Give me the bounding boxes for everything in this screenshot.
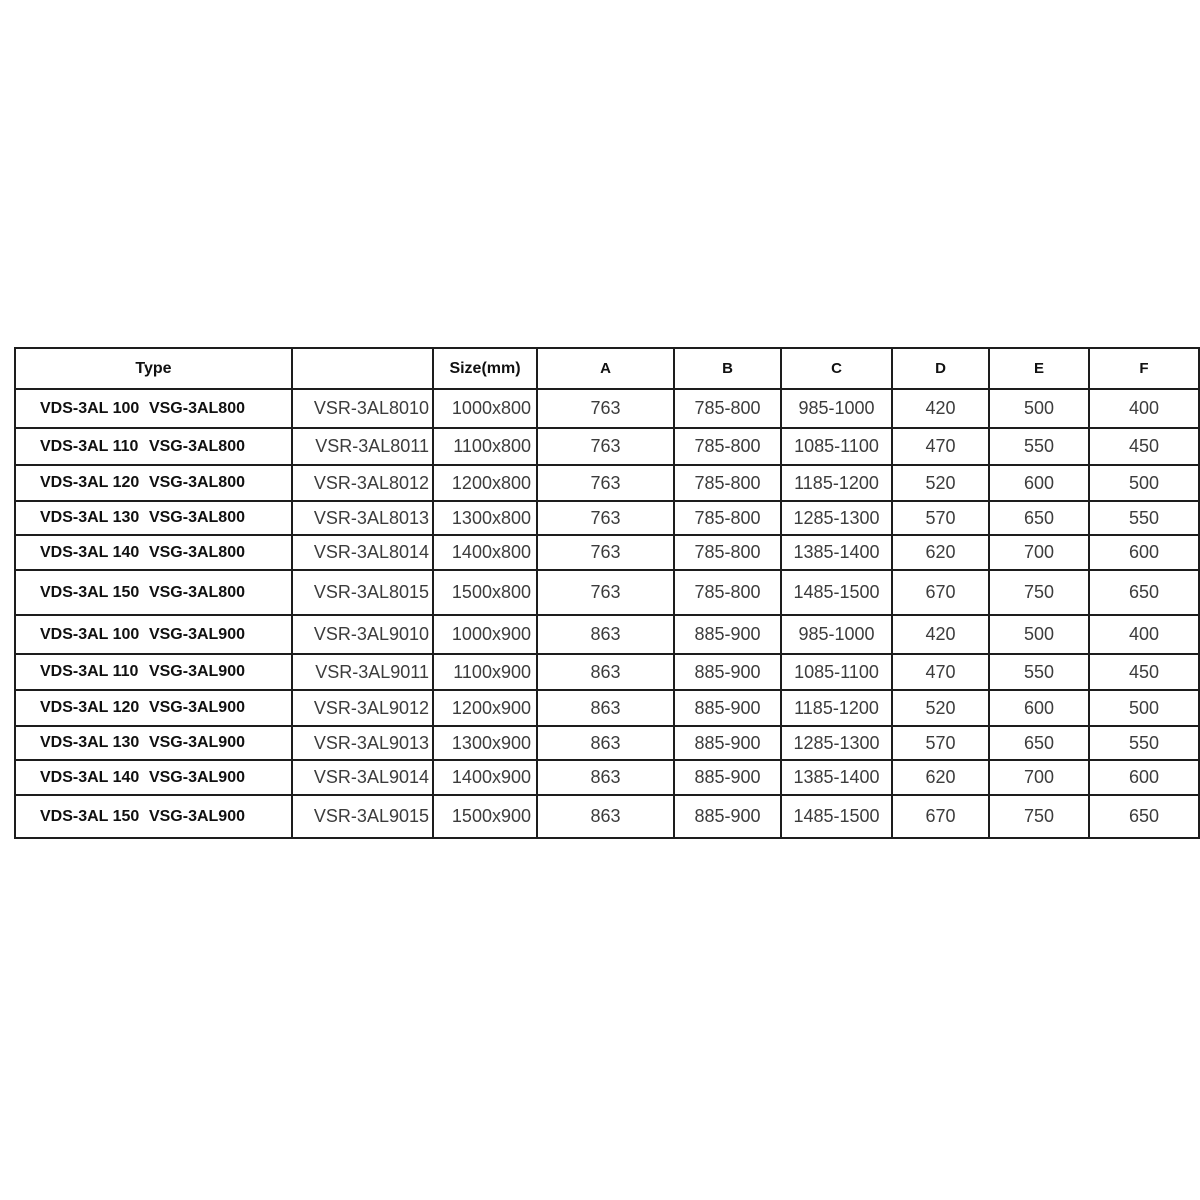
vsg-code: VSG-3AL900 (148, 625, 245, 643)
vsg-code: VSG-3AL900 (148, 699, 245, 716)
dim-d-cell: 470 (892, 428, 989, 465)
model-code-cell: VSR-3AL9011 (292, 654, 433, 690)
header-cell-a: A (537, 348, 674, 389)
type-cell (15, 428, 292, 465)
dim-b-cell: 785-800 (674, 465, 781, 501)
vsg-code: VSG-3AL800 (148, 509, 245, 526)
dim-a-cell: 863 (537, 726, 674, 760)
dim-b-cell: 885-900 (674, 795, 781, 838)
dim-e-cell: 650 (989, 501, 1089, 535)
dim-a-cell: 763 (537, 501, 674, 535)
dim-e-cell: 650 (989, 726, 1089, 760)
table-row (15, 465, 1199, 501)
vsg-code: VSG-3AL900 (148, 734, 245, 751)
dim-f-cell: 500 (1089, 465, 1199, 501)
dim-c-cell: 1485-1500 (781, 570, 892, 615)
dim-c-cell: 1285-1300 (781, 726, 892, 760)
size-cell: 1400x800 (433, 535, 537, 570)
type-cell (15, 535, 292, 570)
dim-f-cell: 600 (1089, 760, 1199, 795)
vds-code: VDS-3AL 110 (40, 437, 139, 455)
model-code-cell: VSR-3AL8014 (292, 535, 433, 570)
dim-f-cell: 550 (1089, 726, 1199, 760)
dim-a-cell: 763 (537, 465, 674, 501)
table-row (15, 570, 1199, 615)
type-cell (15, 726, 292, 760)
type-cell (15, 795, 292, 838)
dim-a-cell: 863 (537, 654, 674, 690)
header-cell-model (292, 348, 433, 389)
dim-c-cell: 1385-1400 (781, 535, 892, 570)
dim-e-cell: 550 (989, 428, 1089, 465)
header-cell-c: C (781, 348, 892, 389)
size-cell: 1100x900 (433, 654, 537, 690)
dim-a-cell: 863 (537, 690, 674, 726)
model-code-cell: VSR-3AL8010 (292, 389, 433, 428)
type-codes (16, 400, 291, 418)
dim-d-cell: 570 (892, 726, 989, 760)
dim-d-cell: 420 (892, 615, 989, 654)
dim-e-cell: 600 (989, 690, 1089, 726)
size-cell: 1400x900 (433, 760, 537, 795)
dim-b-cell: 885-900 (674, 654, 781, 690)
dim-e-cell: 750 (989, 570, 1089, 615)
dim-b-cell: 785-800 (674, 389, 781, 428)
dim-d-cell: 570 (892, 501, 989, 535)
table-row (15, 615, 1199, 654)
dim-b-cell: 885-900 (674, 690, 781, 726)
vds-code: VDS-3AL 140 (40, 543, 140, 561)
vsg-code: VSG-3AL800 (148, 583, 245, 601)
vds-code: VDS-3AL 110 (40, 663, 139, 680)
dim-b-cell: 785-800 (674, 535, 781, 570)
table-row (15, 428, 1199, 465)
vds-code: VDS-3AL 130 (40, 509, 140, 526)
vds-code: VDS-3AL 120 (40, 699, 140, 716)
vds-code: VDS-3AL 100 (40, 399, 140, 417)
dim-e-cell: 600 (989, 465, 1089, 501)
header-row (15, 348, 1199, 389)
type-cell (15, 570, 292, 615)
type-cell (15, 389, 292, 428)
type-codes (16, 808, 291, 826)
type-cell (15, 690, 292, 726)
dim-f-cell: 400 (1089, 615, 1199, 654)
dim-a-cell: 763 (537, 389, 674, 428)
type-cell (15, 615, 292, 654)
vsg-code: VSG-3AL900 (148, 807, 245, 825)
size-cell: 1500x900 (433, 795, 537, 838)
dim-e-cell: 700 (989, 535, 1089, 570)
model-code-cell: VSR-3AL8012 (292, 465, 433, 501)
type-codes (16, 734, 291, 752)
dim-e-cell: 500 (989, 389, 1089, 428)
dim-c-cell: 1385-1400 (781, 760, 892, 795)
size-cell: 1100x800 (433, 428, 537, 465)
vsg-code: VSG-3AL900 (148, 768, 245, 786)
table-row (15, 795, 1199, 838)
dim-c-cell: 1085-1100 (781, 428, 892, 465)
type-codes (16, 509, 291, 527)
dim-c-cell: 1285-1300 (781, 501, 892, 535)
dim-b-cell: 885-900 (674, 726, 781, 760)
dim-a-cell: 763 (537, 428, 674, 465)
dim-f-cell: 650 (1089, 795, 1199, 838)
spec-table (14, 347, 1200, 839)
model-code-cell: VSR-3AL9014 (292, 760, 433, 795)
type-cell (15, 465, 292, 501)
header-cell-type: Type (15, 348, 292, 389)
dim-d-cell: 670 (892, 795, 989, 838)
vds-code: VDS-3AL 120 (40, 474, 140, 491)
size-cell: 1300x800 (433, 501, 537, 535)
size-cell: 1200x900 (433, 690, 537, 726)
model-code-cell: VSR-3AL9012 (292, 690, 433, 726)
vds-code: VDS-3AL 140 (40, 768, 140, 786)
dim-c-cell: 1185-1200 (781, 690, 892, 726)
model-code-cell: VSR-3AL8013 (292, 501, 433, 535)
dim-b-cell: 785-800 (674, 428, 781, 465)
dim-b-cell: 885-900 (674, 615, 781, 654)
dim-f-cell: 450 (1089, 654, 1199, 690)
table-row (15, 654, 1199, 690)
vsg-code: VSG-3AL800 (148, 474, 245, 491)
vds-code: VDS-3AL 150 (40, 583, 140, 601)
vds-code: VDS-3AL 150 (40, 807, 140, 825)
dim-d-cell: 670 (892, 570, 989, 615)
vsg-code: VSG-3AL800 (148, 399, 245, 417)
table-row (15, 726, 1199, 760)
type-cell (15, 501, 292, 535)
model-code-cell: VSR-3AL9015 (292, 795, 433, 838)
dim-f-cell: 600 (1089, 535, 1199, 570)
dim-d-cell: 620 (892, 535, 989, 570)
dim-b-cell: 885-900 (674, 760, 781, 795)
size-cell: 1500x800 (433, 570, 537, 615)
type-codes (16, 474, 291, 492)
dim-a-cell: 863 (537, 760, 674, 795)
dim-f-cell: 550 (1089, 501, 1199, 535)
dim-d-cell: 420 (892, 389, 989, 428)
table-row (15, 501, 1199, 535)
dim-f-cell: 500 (1089, 690, 1199, 726)
dim-e-cell: 700 (989, 760, 1089, 795)
type-codes (16, 438, 291, 456)
vsg-code: VSG-3AL900 (148, 663, 245, 680)
type-cell (15, 760, 292, 795)
model-code-cell: VSR-3AL9010 (292, 615, 433, 654)
dim-b-cell: 785-800 (674, 501, 781, 535)
dim-e-cell: 550 (989, 654, 1089, 690)
header-cell-size: Size(mm) (433, 348, 537, 389)
size-cell: 1000x800 (433, 389, 537, 428)
dim-b-cell: 785-800 (674, 570, 781, 615)
model-code-cell: VSR-3AL8011 (292, 428, 433, 465)
vds-code: VDS-3AL 130 (40, 734, 140, 751)
dim-d-cell: 520 (892, 690, 989, 726)
type-codes (16, 699, 291, 717)
type-codes (16, 626, 291, 644)
dim-c-cell: 1485-1500 (781, 795, 892, 838)
dim-c-cell: 985-1000 (781, 615, 892, 654)
type-codes (16, 769, 291, 787)
dim-a-cell: 763 (537, 570, 674, 615)
size-cell: 1000x900 (433, 615, 537, 654)
header-cell-b: B (674, 348, 781, 389)
dim-c-cell: 985-1000 (781, 389, 892, 428)
dim-c-cell: 1085-1100 (781, 654, 892, 690)
dim-f-cell: 650 (1089, 570, 1199, 615)
table-row (15, 535, 1199, 570)
header-cell-e: E (989, 348, 1089, 389)
size-cell: 1200x800 (433, 465, 537, 501)
table-row (15, 389, 1199, 428)
header-cell-d: D (892, 348, 989, 389)
model-code-cell: VSR-3AL8015 (292, 570, 433, 615)
dim-f-cell: 400 (1089, 389, 1199, 428)
dim-d-cell: 620 (892, 760, 989, 795)
dim-c-cell: 1185-1200 (781, 465, 892, 501)
vds-code: VDS-3AL 100 (40, 625, 140, 643)
type-codes (16, 584, 291, 602)
type-cell (15, 654, 292, 690)
vsg-code: VSG-3AL800 (148, 437, 245, 455)
type-codes (16, 544, 291, 562)
dim-a-cell: 863 (537, 615, 674, 654)
type-codes (16, 663, 291, 681)
table-row (15, 760, 1199, 795)
dim-e-cell: 500 (989, 615, 1089, 654)
dim-a-cell: 863 (537, 795, 674, 838)
table-row (15, 690, 1199, 726)
model-code-cell: VSR-3AL9013 (292, 726, 433, 760)
dim-d-cell: 470 (892, 654, 989, 690)
vsg-code: VSG-3AL800 (148, 543, 245, 561)
dim-d-cell: 520 (892, 465, 989, 501)
size-cell: 1300x900 (433, 726, 537, 760)
dim-e-cell: 750 (989, 795, 1089, 838)
dim-f-cell: 450 (1089, 428, 1199, 465)
header-cell-f: F (1089, 348, 1199, 389)
dim-a-cell: 763 (537, 535, 674, 570)
